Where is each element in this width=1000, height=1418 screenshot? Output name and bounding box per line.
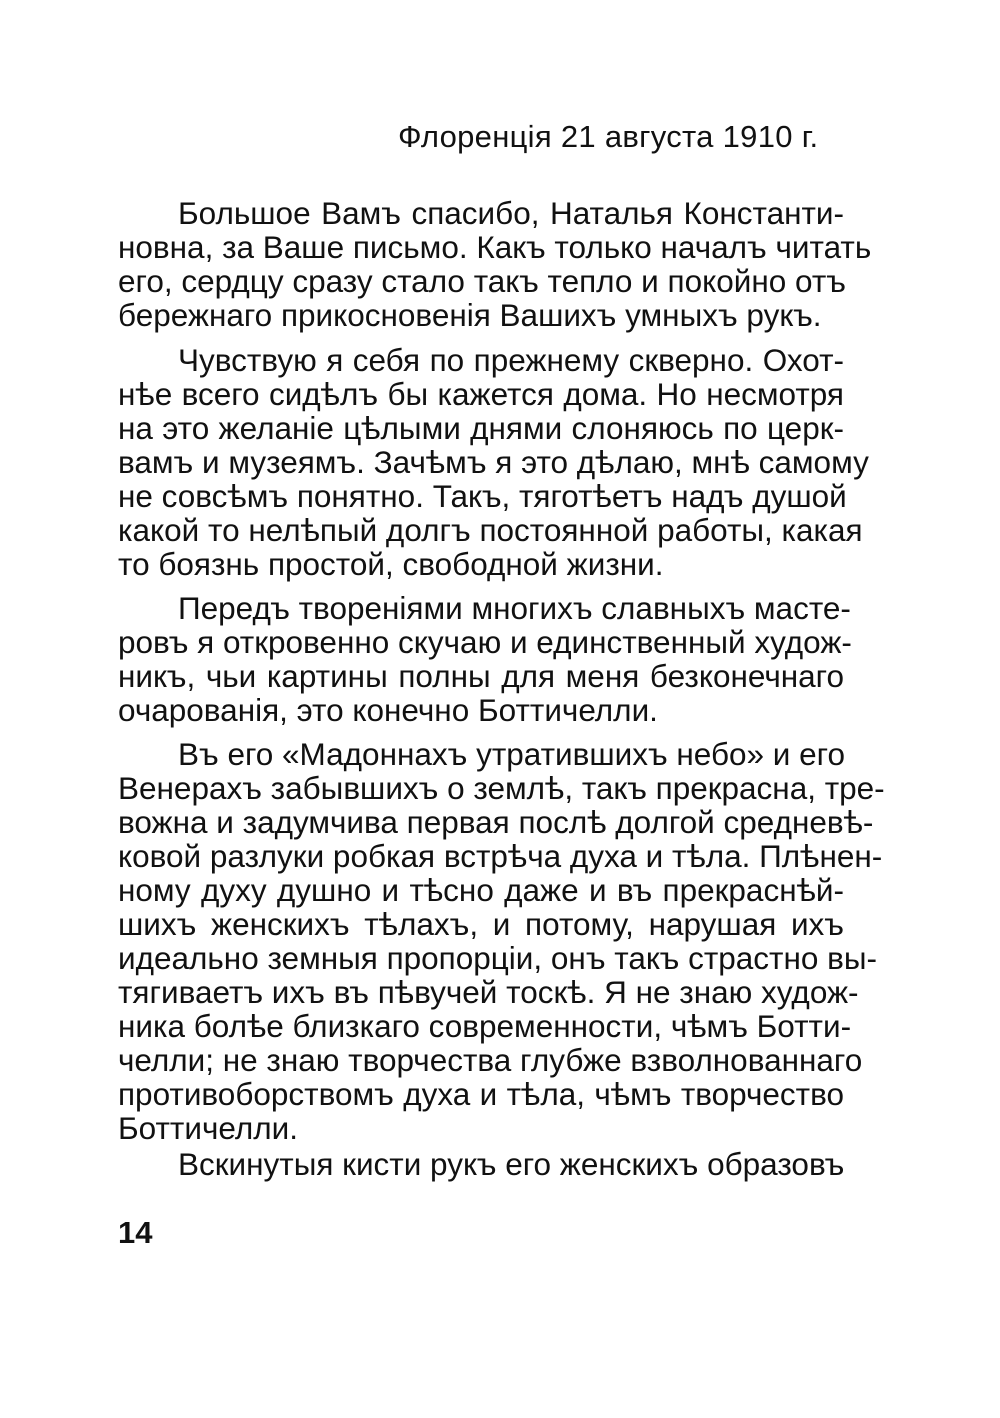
text-line: новна, за Ваше письмо. Какъ только началъ читать xyxy=(118,229,872,265)
text-line: его, сердцу сразу стало такъ тепло и покойно отъ xyxy=(118,263,846,299)
text-line: то боязнь простой, свободной жизни. xyxy=(118,546,664,582)
text-line: ровъ я откровенно скучаю и единственный худож- xyxy=(118,624,852,660)
text-line: никъ, чьи картины полны для меня безконечнаго xyxy=(118,658,844,694)
text-line: вожна и задумчива первая послѣ долгой средневѣ- xyxy=(118,804,874,840)
text-line: какой то нелѣпый долгъ постоянной работы, какая xyxy=(118,512,863,548)
text-line: не совсѣмъ понятно. Такъ, тяготѣетъ надъ душой xyxy=(118,478,847,514)
text-line: челли; не знаю творчества глубже взволнованнаго xyxy=(118,1042,863,1078)
text-line: вамъ и музеямъ. Зачѣмъ я это дѣлаю, мнѣ самому xyxy=(118,444,869,480)
text-line: на это желаніе цѣлыми днями слоняюсь по церк- xyxy=(118,410,844,446)
letter-date-heading: Флоренція 21 августа 1910 г. xyxy=(398,119,819,154)
text-line: шихъ женскихъ тѣлахъ, и потому, нарушая ихъ xyxy=(118,906,844,942)
text-line: Въ его «Мадоннахъ утратившихъ небо» и его xyxy=(178,736,845,772)
text-line: Венерахъ забывшихъ о землѣ, такъ прекрасна, тре- xyxy=(118,770,885,806)
text-line: ковой разлуки робкая встрѣча духа и тѣла. Плѣнен- xyxy=(118,838,883,874)
text-line: ному духу душно и тѣсно даже и въ прекраснѣй- xyxy=(118,872,844,908)
text-line: ника болѣе близкаго современности, чѣмъ Ботти- xyxy=(118,1008,852,1044)
text-line: Боттичелли. xyxy=(118,1110,298,1146)
text-line: Вскинутыя кисти рукъ его женскихъ образовъ xyxy=(178,1146,845,1182)
text-line: нѣе всего сидѣлъ бы кажется дома. Но несмотря xyxy=(118,376,844,412)
text-line: тягиваетъ ихъ въ пѣвучей тоскѣ. Я не знаю худож- xyxy=(118,974,859,1010)
text-line: противоборствомъ духа и тѣла, чѣмъ творчество xyxy=(118,1076,844,1112)
text-line: Большое Вамъ спасибо, Наталья Константи- xyxy=(178,195,844,231)
text-line: бережнаго прикосновенія Вашихъ умныхъ рукъ. xyxy=(118,297,822,333)
text-line: Чувствую я себя по прежнему скверно. Охот- xyxy=(178,342,844,378)
page-number: 14 xyxy=(118,1215,153,1250)
text-line: Передъ твореніями многихъ славныхъ масте- xyxy=(178,590,851,626)
text-line: идеально земныя пропорціи, онъ такъ страстно вы- xyxy=(118,940,877,976)
text-line: очарованія, это конечно Боттичелли. xyxy=(118,692,658,728)
